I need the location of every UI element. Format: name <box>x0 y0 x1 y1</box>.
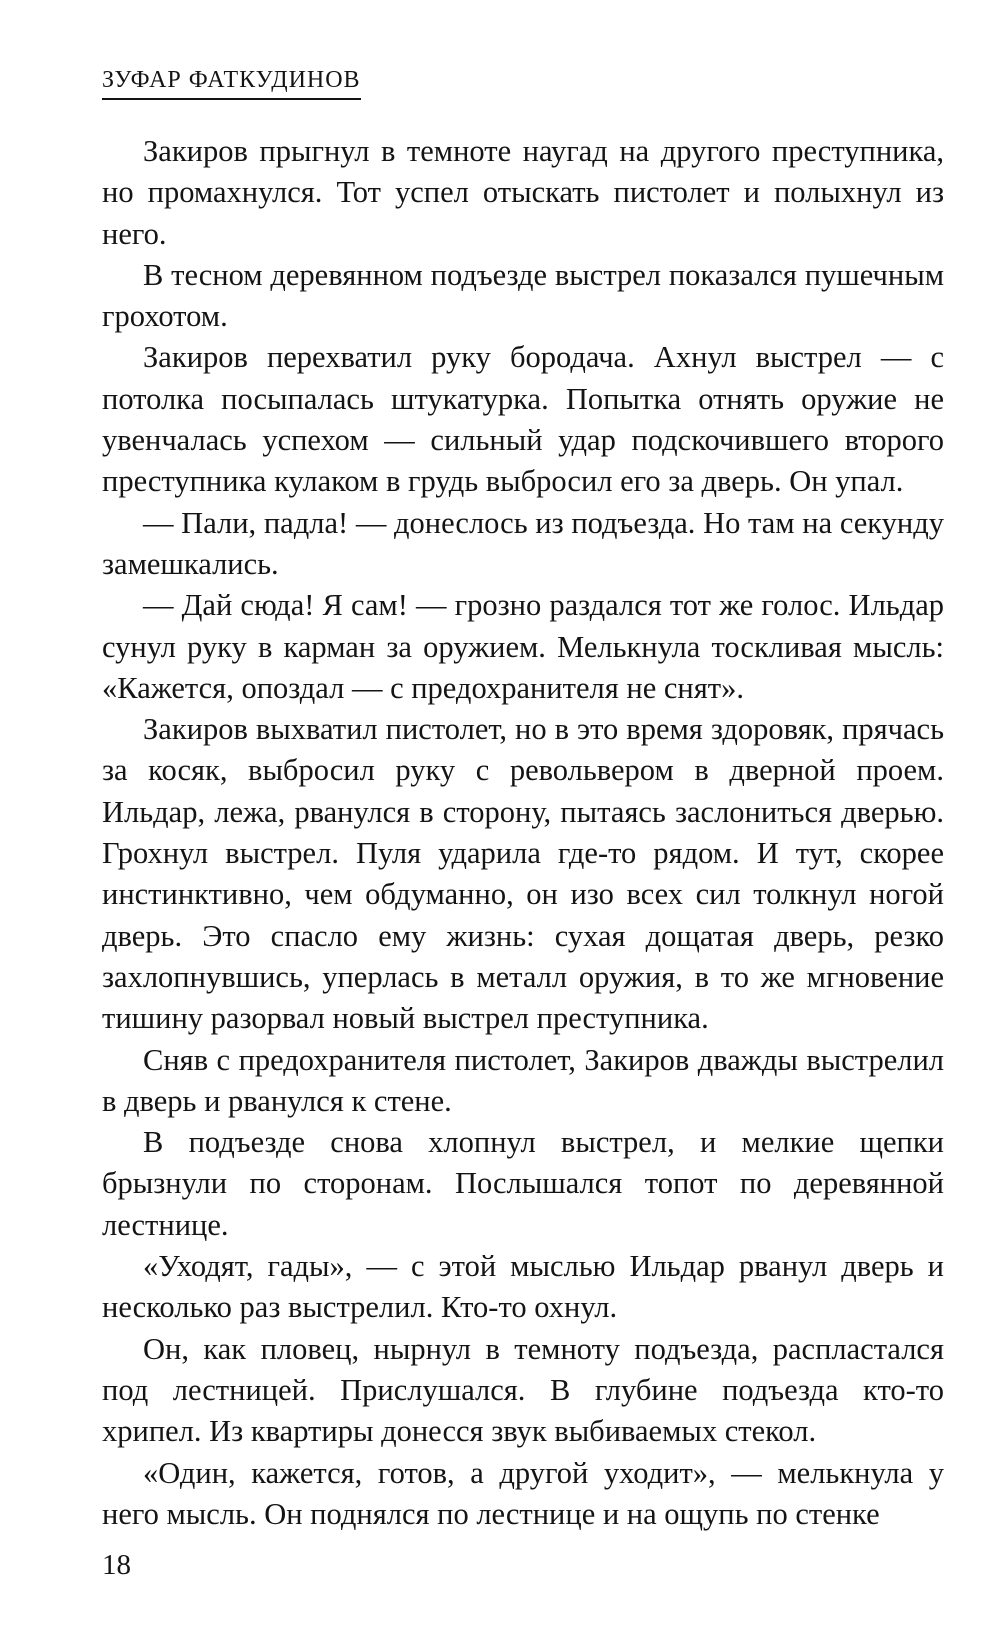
paragraph: — Дай сюда! Я сам! — грозно раздался тот же голос. Ильдар сунул руку в карман за оружием. Мелькнула тоскливая мысль: «Кажется, опоздал — с предохранителя не снят». <box>102 588 944 705</box>
paragraph: В тесном деревянном подъезде выстрел показался пушечным грохотом. <box>102 257 944 334</box>
paragraph: Закиров прыгнул в темноте наугад на другого преступника, но промахнулся. Тот успел отыскать пистолет и полыхнул из него. <box>102 134 944 251</box>
paragraph: Закиров выхватил пистолет, но в это время здоровяк, прячась за косяк, выбросил руку с револьвером в дверной проем. Ильдар, лежа, рванулся в сторону, пытаясь заслониться дверью. Грохнул выстрел. Пуля ударила где-то рядом. И тут, скорее инстинктивно, чем обдуманно, он изо всех сил толкнул ногой дверь. Это спасло ему жизнь: сухая дощатая дверь, резко захлопнувшись, уперлась в металл оружия, в то же мгновение тишину разорвал новый выстрел преступника. <box>102 712 944 1036</box>
paragraph: Он, как пловец, нырнул в темноту подъезда, распластался под лестницей. Прислушался. В глубине подъезда кто-то хрипел. Из квартиры донесся звук выбиваемых стекол. <box>102 1331 944 1449</box>
paragraph: «Один, кажется, готов, а другой уходит», — мелькнула у него мысль. Он поднялся по лестнице и на ощупь по стенке <box>102 1455 944 1531</box>
paragraph: «Уходят, гады», — с этой мыслью Ильдар рванул дверь и несколько раз выстрелил. Кто-то охнул. <box>102 1249 944 1325</box>
paragraph: В подъезде снова хлопнул выстрел, и мелкие щепки брызнули по сторонам. Послышался топот по деревянной лестнице. <box>102 1125 944 1242</box>
paragraph: Сняв с предохранителя пистолет, Закиров дважды выстрелил в дверь и рванулся к стене. <box>102 1042 944 1118</box>
page-number: 18 <box>102 1549 131 1581</box>
body-text <box>102 131 944 1535</box>
paragraph: Закиров перехватил руку бородача. Ахнул выстрел — с потолка посыпалась штукатурка. Попытка отнять оружие не увенчалась успехом — сильный удар подскочившего второго преступника кулаком в грудь выбросил его за дверь. Он упал. <box>102 340 944 499</box>
paragraph: — Пали, падла! — донеслось из подъезда. Но там на секунду замешкались. <box>102 505 944 581</box>
running-head-author: ЗУФАР ФАТКУДИНОВ <box>102 66 361 100</box>
